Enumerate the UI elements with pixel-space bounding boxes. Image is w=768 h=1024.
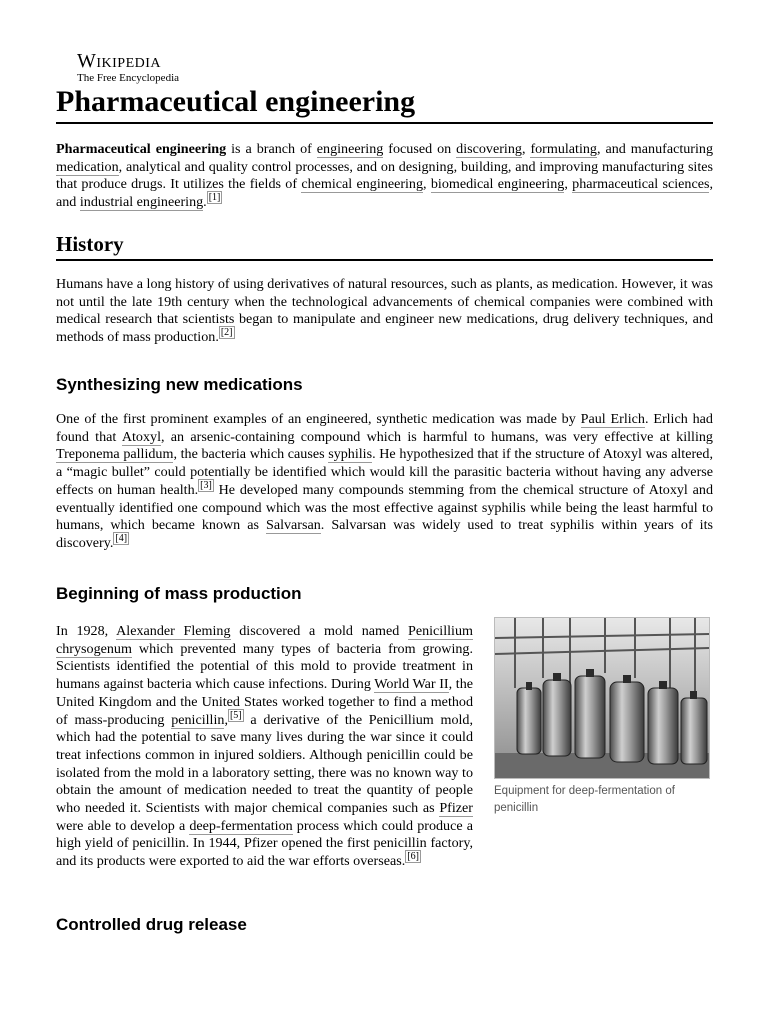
link-medication[interactable]: medication — [56, 158, 119, 175]
controlled-release-heading: Controlled drug release — [56, 915, 247, 934]
citation-4[interactable]: [4] — [115, 533, 128, 545]
link-penicillin[interactable]: penicillin — [171, 711, 225, 728]
link-penicillium-chrysogenum[interactable]: Penicillium chrysogenum — [56, 623, 473, 657]
synthesizing-paragraph: One of the first prominent examples of an engineered, synthetic medication was made by Paul Erlich. Erlich had found that Atoxyl, an arsenic-containing compound which is harmful to humans, was very effective at killing Treponema pallidum, the bacteria which causes syphilis. He hypothesized that if the structure of Atoxyl was altered, a “magic bullet” could potentially be identified which would kill the parasitic bacteria without having any adverse effects on human health. [3] He developed many compounds stemming from the chemical structure of Atoxyl and eventually identified one compound which was the most effective against syphilis while being the least harmful to humans, which became known as Salvarsan. Salvarsan was widely used to treat syphilis within years of its discovery. [4] — [56, 411, 714, 551]
citation-6[interactable]: [6] — [407, 851, 419, 863]
history-heading: History — [56, 231, 713, 261]
synthesizing-heading: Synthesizing new medications — [56, 375, 303, 394]
link-atoxyl[interactable]: Atoxyl — [121, 428, 161, 445]
link-discovering[interactable]: discovering — [456, 141, 522, 157]
link-deep-fermentation[interactable]: deep-fermentation — [189, 817, 293, 834]
link-paul-erlich[interactable]: Paul Erlich — [580, 411, 645, 427]
citation-1[interactable]: [1] — [208, 192, 221, 204]
history-section — [56, 231, 713, 347]
link-alexander-fleming[interactable]: Alexander Fleming — [116, 623, 231, 639]
link-syphilis[interactable]: syphilis — [328, 446, 373, 463]
citation-5[interactable]: [5] — [229, 709, 242, 721]
logo-wordmark: Wikipedia — [77, 50, 162, 72]
link-biomedical-engineering[interactable]: biomedical engineering — [430, 176, 565, 193]
history-paragraph: Humans have a long history of using derivatives of natural resources, such as plants, as medication. However, it was not until the late 19th century when the technological advancements of chemical companies were combined with medical research that scientists began to manipulate and engineer new medications, drug delivery techniques, and methods of mass production. [2] — [56, 276, 713, 346]
intro-bold-term: Pharmaceutical engineering — [56, 141, 227, 157]
link-pfizer[interactable]: Pfizer — [439, 800, 473, 817]
link-salvarsan[interactable]: Salvarsan — [266, 517, 321, 534]
page-title: Pharmaceutical engineering — [56, 84, 713, 124]
controlled-release-section — [56, 914, 713, 936]
mass-production-body — [56, 623, 713, 871]
link-world-war-ii[interactable]: World War II — [374, 676, 449, 693]
mass-production-section — [56, 583, 713, 605]
link-formulating[interactable]: formulating — [530, 141, 597, 157]
wikipedia-logo[interactable] — [77, 50, 179, 84]
link-pharmaceutical-sciences[interactable]: pharmaceutical sciences — [572, 176, 710, 193]
mass-production-heading: Beginning of mass production — [56, 584, 302, 603]
link-treponema-pallidum[interactable]: Treponema pallidum — [56, 446, 174, 463]
intro-paragraph: Pharmaceutical engineering is a branch of engineering focused on discovering, formulating, and manufacturing medication, analytical and quality control processes, and on designing, building, and improving manufacturing sites that produce drugs. It utilizes the fields of chemical engineering, biomedical engineering, pharmaceutical sciences, and industrial engineering. [1] — [56, 141, 714, 211]
mass-production-paragraph: In 1928, Alexander Fleming discovered a mold named Penicillium chrysogenum which prevented many types of bacteria from growing. Scientists identified the potential of this mold to provide treatment in humans against bacteria which cause infections. During World War II, the United Kingdom and the United States worked together to find a method of mass-producing penicillin, [5] a derivative of the Penicillium mold, which had the potential to save many lives during the war since it could treat infections common in injured soldiers. Although penicillin could be isolated from the mold in a laboratory setting, there was no known way to obtain the amount of medication needed to treat the quantity of people who needed it. Scientists with major chemical companies such as Pfizer were able to develop a deep-fermentation process which could produce a high yield of penicillin. In 1944, Pfizer opened the first penicillin factory, and its products were exported to aid the war efforts overseas. [6] — [56, 623, 474, 870]
figure-caption: Equipment for deep-fermentation of penicillin — [494, 785, 675, 814]
citation-2[interactable]: [2] — [220, 327, 233, 339]
logo-tagline: The Free Encyclopedia — [77, 72, 180, 84]
synthesizing-section — [56, 374, 713, 553]
link-industrial-engineering[interactable]: industrial engineering — [79, 194, 204, 211]
link-chemical-engineering[interactable]: chemical engineering — [301, 176, 424, 193]
intro-section — [56, 141, 713, 212]
citation-3[interactable]: [3] — [200, 480, 212, 492]
link-engineering[interactable]: engineering — [316, 141, 384, 157]
